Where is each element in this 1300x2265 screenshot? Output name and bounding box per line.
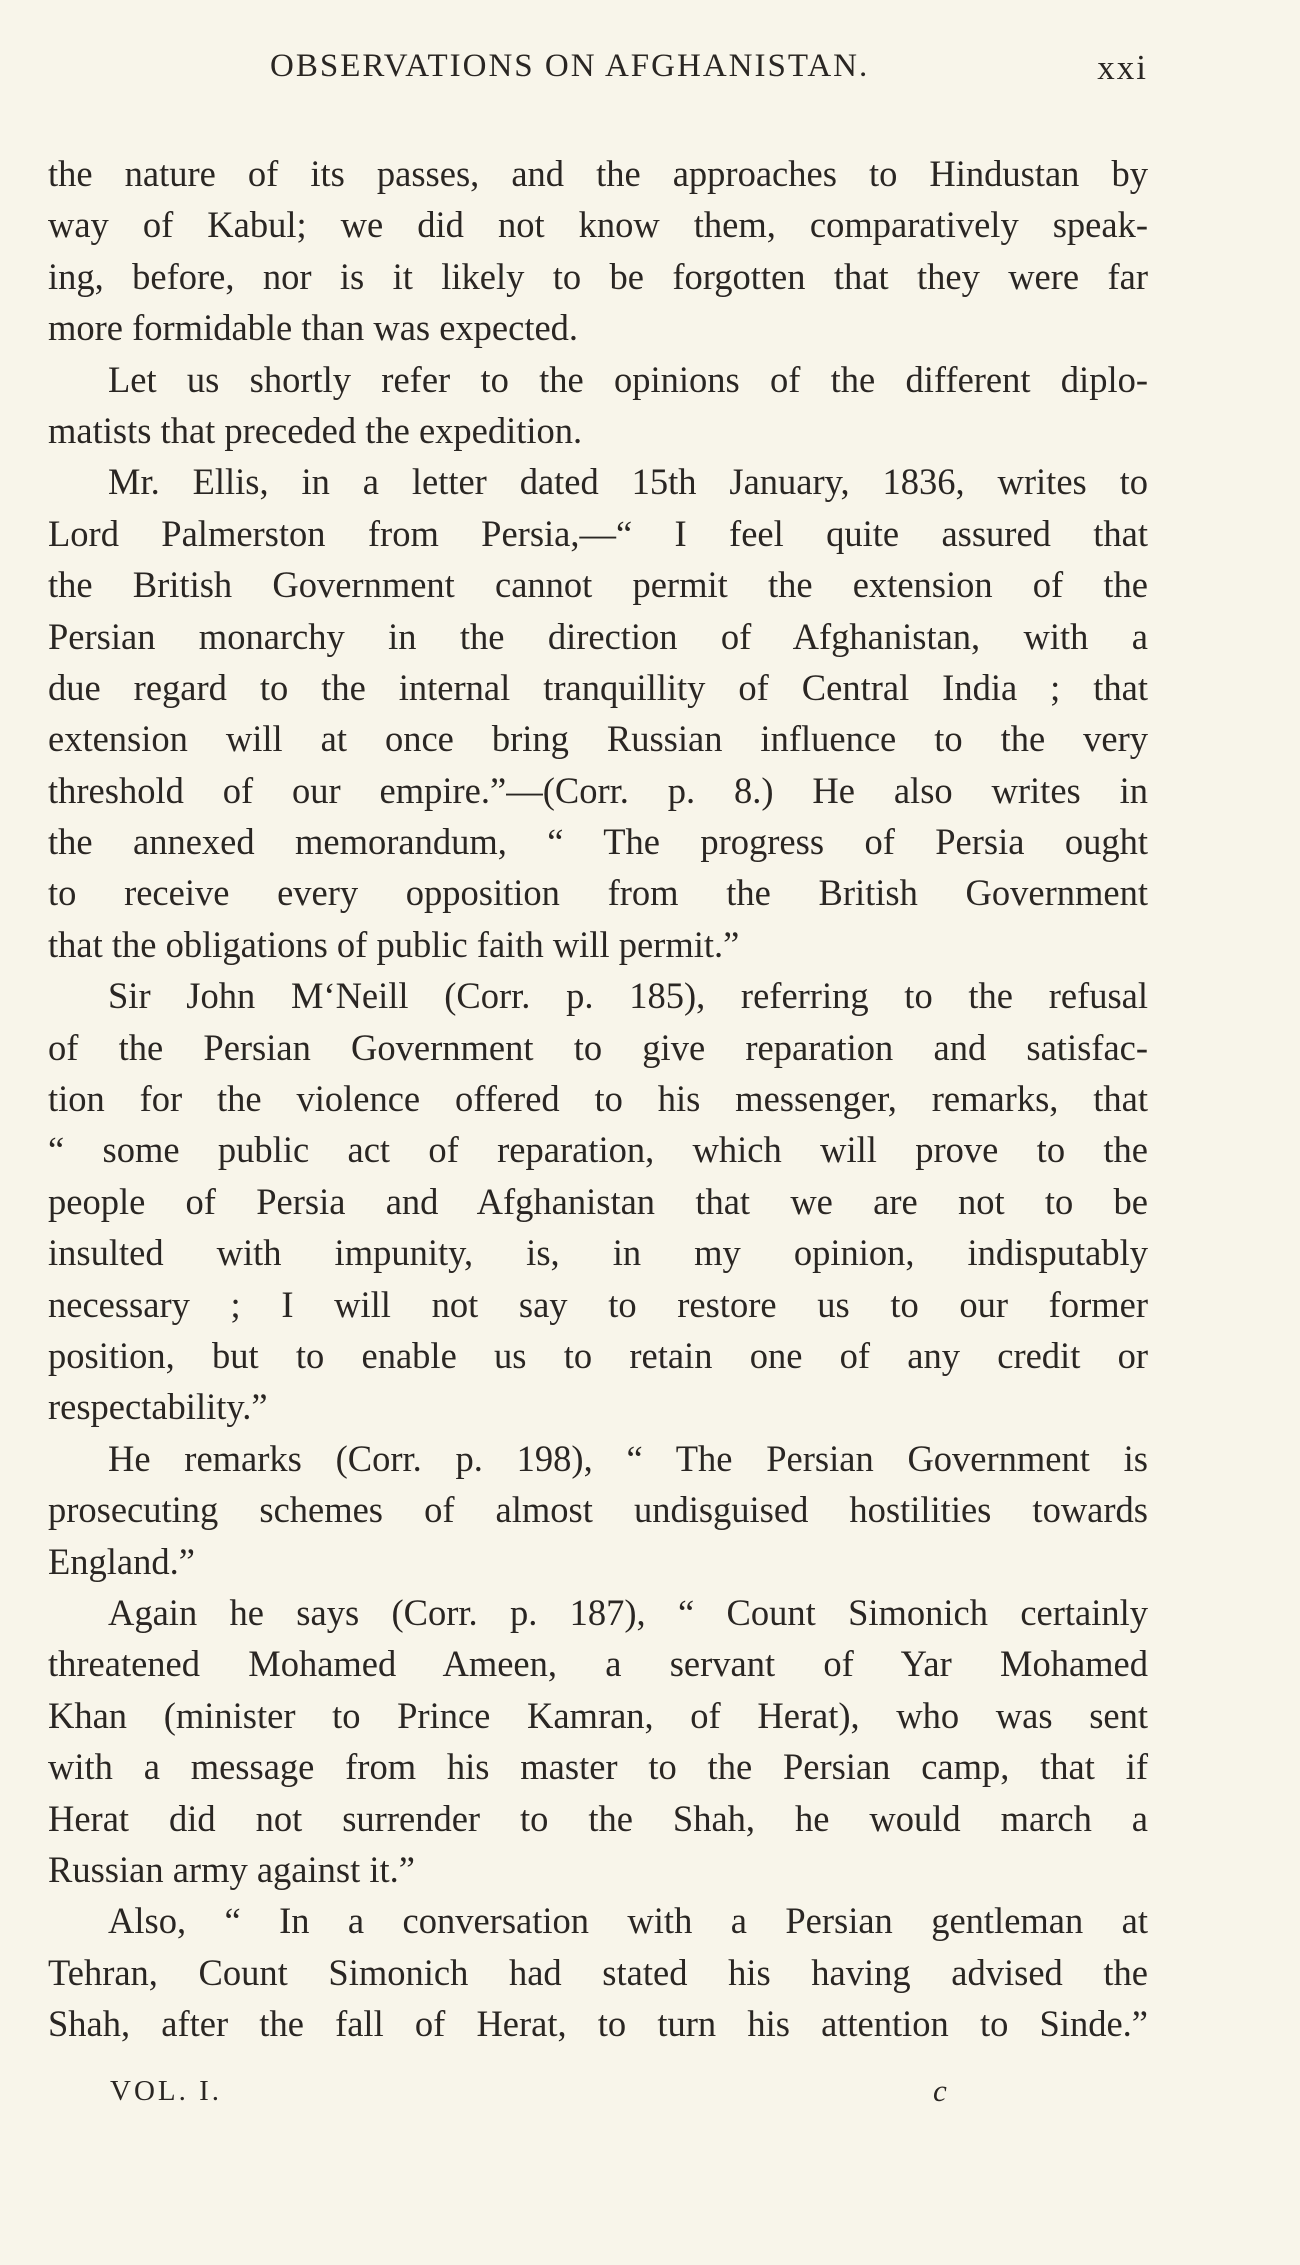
text-line: respectability.”	[48, 1386, 268, 1428]
text-line: ing, before, nor is it likely to be forgotten that they were far	[48, 255, 1148, 297]
text-line: Let us shortly refer to the opinions of the different diplo-	[108, 358, 1148, 400]
text-line: Shah, after the fall of Herat, to turn his attention to Sinde.”	[48, 2003, 1148, 2045]
text-line: Mr. Ellis, in a letter dated 15th January, 1836, writes to	[108, 461, 1148, 503]
text-line: the nature of its passes, and the approaches to Hindustan by	[48, 153, 1148, 194]
text-line: that the obligations of public faith will permit.”	[48, 923, 740, 965]
text-line: of the Persian Government to give reparation and satisfac-	[48, 1026, 1148, 1068]
text-line: necessary ; I will not say to restore us to our former	[48, 1283, 1148, 1325]
text-line: threshold of our empire.”—(Corr. p. 8.) He also writes in	[48, 769, 1148, 811]
running-header	[48, 48, 1148, 98]
text-line: the British Government cannot permit the extension of the	[48, 564, 1148, 606]
text-line: people of Persia and Afghanistan that we are not to be	[48, 1180, 1148, 1222]
text-line: due regard to the internal tranquillity of Central India ; that	[48, 666, 1148, 708]
text-line: Russian army against it.”	[48, 1848, 415, 1890]
signature-line	[110, 2075, 1010, 2125]
text-line: to receive every opposition from the British Government	[48, 872, 1148, 914]
text-line: with a message from his master to the Persian camp, that if	[48, 1746, 1148, 1788]
page-number: xxi	[1097, 48, 1148, 87]
text-line: “ some public act of reparation, which will prove to the	[48, 1129, 1148, 1171]
text-line: threatened Mohamed Ameen, a servant of Yar Mohamed	[48, 1643, 1148, 1685]
text-line: Herat did not surrender to the Shah, he would march a	[48, 1797, 1148, 1839]
text-line: Again he says (Corr. p. 187), “ Count Simonich certainly	[108, 1591, 1148, 1633]
text-line: insulted with impunity, is, in my opinion, indisputably	[48, 1232, 1148, 1274]
text-line: way of Kabul; we did not know them, comparatively speak-	[48, 204, 1148, 246]
text-line: He remarks (Corr. p. 198), “ The Persian Government is	[108, 1437, 1148, 1479]
text-line: tion for the violence offered to his messenger, remarks, that	[48, 1078, 1148, 1120]
text-line: extension will at once bring Russian influence to the very	[48, 718, 1148, 760]
text-line: more formidable than was expected.	[48, 307, 579, 349]
text-line: the annexed memorandum, “ The progress of Persia ought	[48, 821, 1148, 863]
text-line: Also, “ In a conversation with a Persian gentleman at	[108, 1900, 1148, 1942]
text-line: matists that preceded the expedition.	[48, 409, 583, 451]
text-line: Persian monarchy in the direction of Afghanistan, with a	[48, 615, 1148, 657]
text-line: position, but to enable us to retain one of any credit or	[48, 1334, 1148, 1376]
text-line: Khan (minister to Prince Kamran, of Herat), who was sent	[48, 1694, 1148, 1736]
signature-mark: c	[933, 2073, 947, 2108]
body-text	[48, 148, 1148, 2049]
text-line: Tehran, Count Simonich had stated his having advised the	[48, 1951, 1148, 1993]
volume-label: VOL. I.	[110, 2075, 223, 2107]
text-line: England.”	[48, 1540, 195, 1582]
text-line: Lord Palmerston from Persia,—“ I feel quite assured that	[48, 512, 1148, 554]
running-title: OBSERVATIONS ON AFGHANISTAN.	[270, 48, 870, 84]
text-line: prosecuting schemes of almost undisguised hostilities towards	[48, 1489, 1148, 1531]
text-line: Sir John M‘Neill (Corr. p. 185), referring to the refusal	[108, 975, 1148, 1017]
